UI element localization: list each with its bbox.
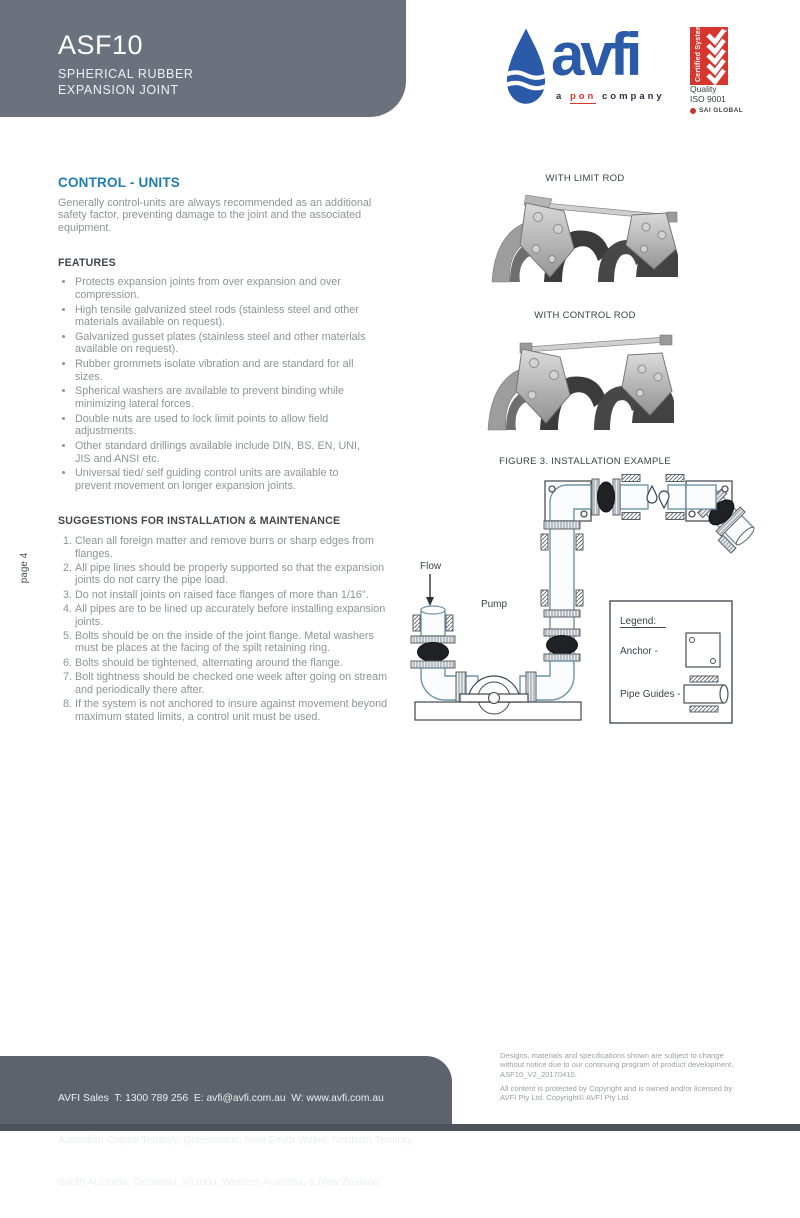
feature-item: • Galvanized gusset plates (stainless steel and other materials available on request). <box>75 331 377 356</box>
control-rod-caption: WITH CONTROL ROD <box>534 310 636 321</box>
page-subtitle <box>58 66 194 98</box>
flow-arrow-icon <box>426 597 434 606</box>
suggestion-item: 8. If the system is not anchored to insure against movement beyond maximum stated limits, a control unit must be used. <box>75 698 395 723</box>
features-heading: FEATURES <box>58 257 116 270</box>
pipe-guide <box>413 615 420 631</box>
limit-rod-photo <box>486 187 686 293</box>
brand-tagline <box>556 91 665 102</box>
pipe-guide <box>666 513 684 520</box>
page-title: ASF10 <box>58 30 144 60</box>
section-title: CONTROL - UNITS <box>58 175 180 190</box>
page-bottom-edge <box>0 1124 800 1131</box>
main-text-column <box>58 175 410 725</box>
tagline-suffix: company <box>602 91 665 102</box>
figure3-caption: FIGURE 3. INSTALLATION EXAMPLE <box>499 456 671 467</box>
subtitle-line-1: SPHERICAL RUBBER <box>58 67 194 81</box>
legend-title: Legend: <box>620 616 657 627</box>
sai-global-label: SAI GLOBAL <box>699 107 744 114</box>
legend-box <box>610 601 732 723</box>
tagline-prefix: a <box>556 91 565 102</box>
suggestion-item: 5. Bolts should be on the inside of the joint flange. Metal washers must be places at the facing of the spilt retaining ring. <box>75 630 395 655</box>
feature-item: • Rubber grommets isolate vibration and are standard for all sizes. <box>75 358 377 383</box>
intro-paragraph: Generally control-units are always recommended as an additional safety factor, preventing damage to the joint and the associated equipment. <box>58 197 372 234</box>
water-drop-icon <box>505 26 547 107</box>
feature-item: • Spherical washers are available to prevent binding while minimizing lateral forces. <box>75 385 377 410</box>
suggestion-item: 2. All pipe lines should be properly supported so that the expansion joints do not carry the pipe load. <box>75 562 395 587</box>
page-number: page 4 <box>19 552 30 584</box>
disclaimer-block <box>500 1051 742 1107</box>
disclaimer-line2: All content is protected by Copyright and is owned and/or licensed by AVFI Pty Ltd. Copyright© AVFI Pty Ltd. <box>500 1083 733 1103</box>
pipe-guide <box>576 590 583 606</box>
limit-rod-caption: WITH LIMIT ROD <box>545 173 625 184</box>
footer <box>0 1056 452 1188</box>
expansion-joint-pump-inlet <box>418 643 449 662</box>
badge-rotated-text: Certified System <box>695 23 702 82</box>
quality-label: Quality <box>690 84 717 94</box>
footer-regions-line2: South Australia, Tasmania, Victoria, Western Australia, & New Zealand <box>58 1177 380 1188</box>
expansion-joint-top <box>598 482 615 512</box>
pipe-guide <box>541 534 548 550</box>
features-list <box>58 276 410 492</box>
suggestion-item: 1. Clean all foreign matter and remove burrs or sharp edges from flanges. <box>75 535 395 560</box>
pipe-guide <box>666 475 684 482</box>
tagline-pon: pon <box>569 91 597 102</box>
suggestions-list <box>58 535 410 723</box>
feature-item: • Double nuts are used to lock limit points to allow field adjustments. <box>75 413 377 438</box>
feature-item: • Universal tied/ self guiding control units are available to prevent movement on longer expansion joints. <box>75 467 377 492</box>
header-banner <box>0 0 406 117</box>
suggestion-item: 4. All pipes are to be lined up accurately before installing expansion joints. <box>75 603 395 628</box>
suggestion-item: 7. Bolt tightness should be checked one week after going on stream and periodically there after. <box>75 671 395 696</box>
feature-item: • Other standard drillings available include DIN, BS, EN, UNI, JIS and ANSI etc. <box>75 440 377 465</box>
quality-block <box>690 84 743 116</box>
pipe-guide <box>622 513 640 520</box>
pump-base <box>415 702 581 720</box>
suggestion-item: 6. Bolts should be tightened, alternating around the flange. <box>75 657 395 669</box>
suggestion-item: 3. Do not install joints on raised face flanges of more than 1/16". <box>75 589 395 601</box>
pipe-guide <box>541 590 548 606</box>
suggestions-heading: SUGGESTIONS FOR INSTALLATION & MAINTENANCE <box>58 515 341 528</box>
footer-sales-line: AVFI Sales T: 1300 789 256 E: avfi@avfi.com.au W: www.avfi.com.au <box>58 1093 384 1104</box>
feature-item: • High tensile galvanized steel rods (stainless steel and other materials available on request). <box>75 304 377 329</box>
flow-label: Flow <box>420 561 442 572</box>
footer-contact-block <box>58 1064 414 1218</box>
feature-item: • Protects expansion joints from over expansion and over compression. <box>75 276 377 301</box>
pipe-guide <box>622 475 640 482</box>
control-rod-photo <box>482 325 684 441</box>
pipe-guide <box>446 615 453 631</box>
installation-diagram <box>398 468 758 738</box>
sai-global-row <box>690 106 743 116</box>
certified-system-badge <box>690 23 728 85</box>
subtitle-line-2: EXPANSION JOINT <box>58 83 179 97</box>
footer-regions-line1: Australian Capital Territory, Queensland, New South Wales, Northern Territory, <box>58 1135 414 1146</box>
pipe-guide <box>576 534 583 550</box>
badge-tm-mark: TM <box>722 29 728 33</box>
legend-pipe-guides-label: Pipe Guides - <box>620 689 681 700</box>
brand-wordmark: avfi <box>551 21 639 88</box>
sai-global-icon <box>690 108 696 114</box>
disclaimer-line1: Designs, materials and specifications shown are subject to change without notice due to our continuing program of product development. ASF10_V2_20170410. <box>500 1051 734 1079</box>
pump-label: Pump <box>480 599 508 610</box>
iso-9001-label: ISO 9001 <box>690 94 726 104</box>
legend-anchor-label: Anchor - <box>620 646 658 657</box>
expansion-joint-pump-outlet <box>547 636 578 655</box>
